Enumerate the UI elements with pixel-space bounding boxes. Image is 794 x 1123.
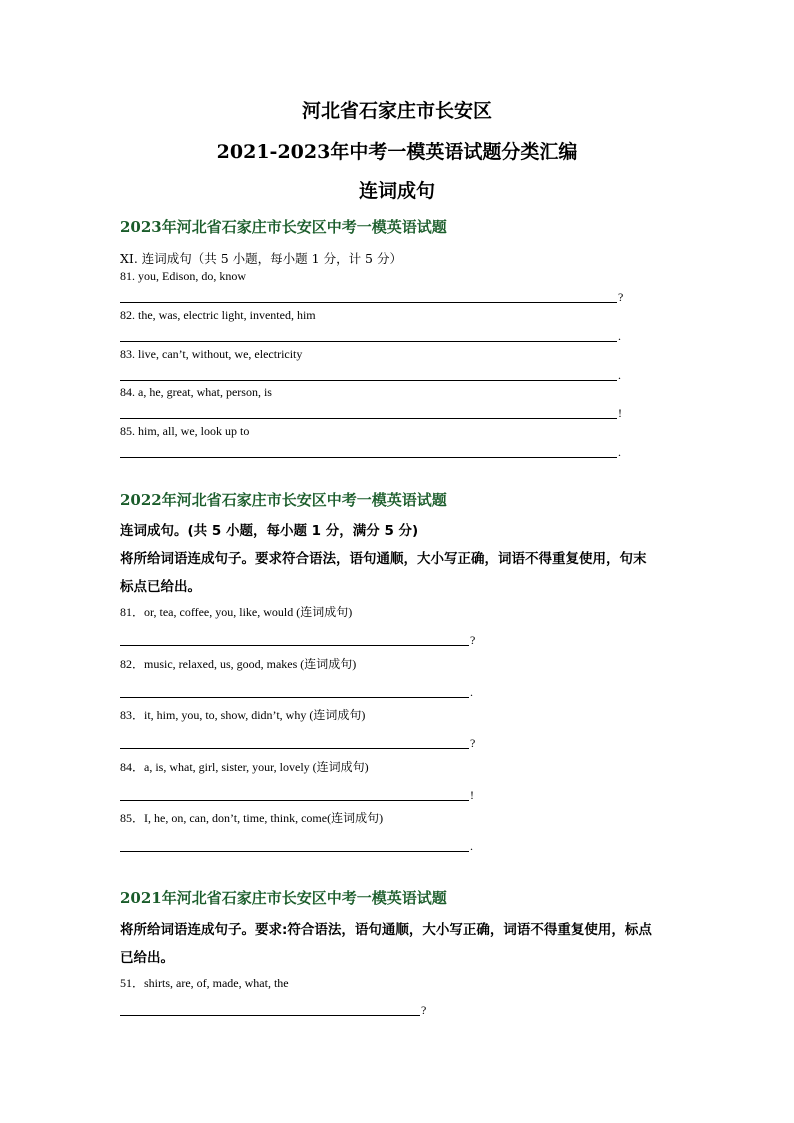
answer-blank[interactable] — [120, 998, 430, 1016]
end-punctuation: . — [618, 329, 621, 343]
question-text: 83．it, him, you, to, show, didn’t, why (连词成句) — [120, 708, 366, 722]
section-instruction-line2: 标点已给出。 — [120, 579, 201, 595]
end-punctuation: ? — [470, 633, 476, 647]
document-title-topic: 连词成句 — [358, 180, 435, 202]
end-punctuation: ? — [470, 736, 476, 750]
section-instruction-line1: 将所给词语连成句子。要求符合语法，语句通顺，大小写正确，词语不得重复使用，句末 — [120, 551, 647, 567]
section-heading-2022: 2022年河北省石家庄市长安区中考一模英语试题 — [120, 491, 447, 509]
question-text: 85．I, he, on, can, don’t, time, think, come(连词成句) — [120, 811, 384, 825]
section-heading-2023: 2023年河北省石家庄市长安区中考一模英语试题 — [120, 218, 447, 236]
answer-blank[interactable] — [120, 363, 630, 381]
section-instruction-line1: 将所给词语连成句子。要求:符合语法，语句通顺，大小写正确，词语不得重复使用，标点 — [120, 922, 652, 938]
end-punctuation: . — [470, 839, 473, 853]
end-punctuation: . — [618, 445, 621, 459]
section-instruction-line2: 已给出。 — [120, 950, 174, 966]
answer-blank[interactable] — [120, 628, 480, 646]
answer-blank[interactable] — [120, 401, 630, 419]
answer-blank[interactable] — [120, 731, 480, 749]
end-punctuation: ? — [618, 290, 624, 304]
answer-blank[interactable] — [120, 834, 480, 852]
answer-blank[interactable] — [120, 285, 630, 303]
section-intro-2023: XI. 连词成句（共 5 小题，每小题 1 分，计 5 分） — [120, 251, 402, 266]
question-text: 83. live, can’t, without, we, electricity — [120, 347, 303, 361]
question-text: 51．shirts, are, of, made, what, the — [120, 976, 289, 990]
question-text: 81. you, Edison, do, know — [120, 269, 246, 283]
question-text: 84．a, is, what, girl, sister, your, lovely (连词成句) — [120, 760, 369, 774]
question-text: 82. the, was, electric light, invented, him — [120, 308, 316, 322]
end-punctuation: . — [618, 368, 621, 382]
section-heading-2021: 2021年河北省石家庄市长安区中考一模英语试题 — [120, 889, 447, 907]
section-intro-2022: 连词成句。(共 5 小题，每小题 1 分，满分 5 分) — [120, 523, 419, 539]
end-punctuation: ! — [618, 406, 622, 420]
end-punctuation: . — [470, 685, 473, 699]
question-text: 82．music, relaxed, us, good, makes (连词成句) — [120, 657, 357, 671]
end-punctuation: ! — [470, 788, 474, 802]
answer-blank[interactable] — [120, 324, 630, 342]
end-punctuation: ? — [421, 1003, 427, 1017]
document-title-subject: 2021-2023年中考一模英语试题分类汇编 — [216, 141, 578, 163]
answer-blank[interactable] — [120, 440, 630, 458]
question-text: 85. him, all, we, look up to — [120, 424, 250, 438]
document-title-region: 河北省石家庄市长安区 — [301, 100, 492, 122]
question-text: 81．or, tea, coffee, you, like, would (连词成句) — [120, 605, 353, 619]
answer-blank[interactable] — [120, 783, 480, 801]
question-text: 84. a, he, great, what, person, is — [120, 385, 272, 399]
answer-blank[interactable] — [120, 680, 480, 698]
